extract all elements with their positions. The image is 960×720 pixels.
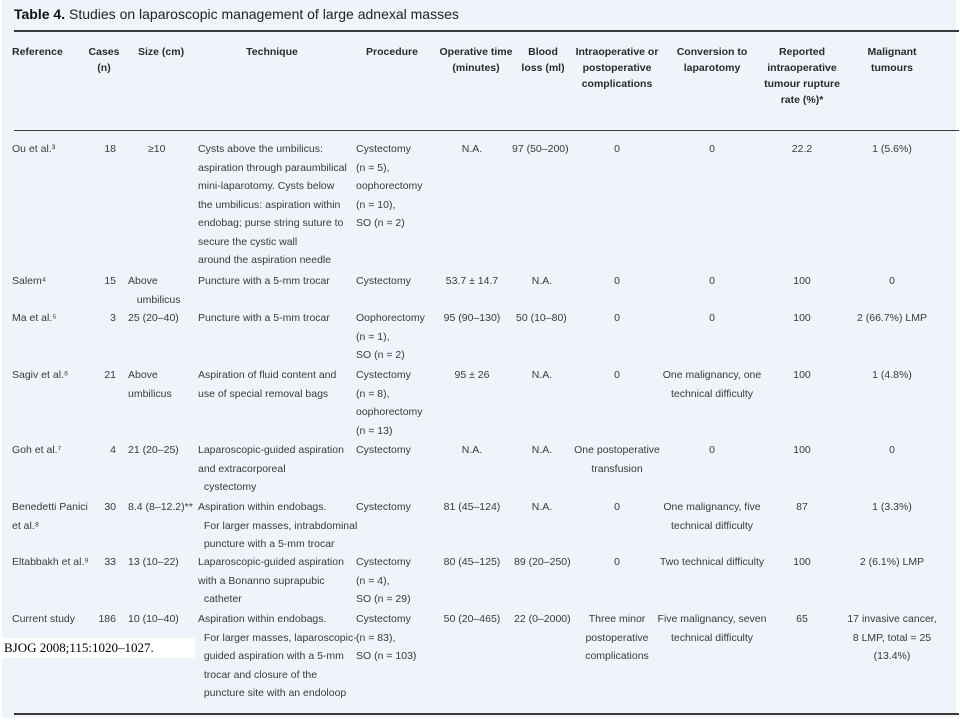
row-current-conversion: Five malignancy, seven technical difficulty bbox=[657, 613, 767, 644]
row-goh-blood-loss: N.A. bbox=[531, 444, 553, 456]
row-ou-size: ≥10 bbox=[148, 143, 166, 155]
row-goh-procedure: Cystectomy bbox=[356, 444, 411, 456]
row-current-reference: Current study bbox=[12, 613, 76, 625]
header-reference: Reference bbox=[12, 46, 63, 58]
row-ma-procedure: Oophorectomy (n = 1), SO (n = 2) bbox=[356, 312, 425, 361]
row-goh-size: 21 (20–25) bbox=[128, 444, 179, 456]
row-benedetti-size: 8.4 (8–12.2)** bbox=[128, 501, 193, 513]
table-figure bbox=[2, 0, 956, 718]
row-current-size: 10 (10–40) bbox=[128, 613, 179, 625]
row-ma-reference: Ma et al.⁵ bbox=[12, 312, 57, 324]
row-benedetti-reference: Benedetti Panici et al.⁸ bbox=[12, 501, 88, 532]
row-salem-operative-time: 53.7 ± 14.7 bbox=[445, 275, 499, 287]
row-sagiv-operative-time: 95 ± 26 bbox=[454, 369, 490, 381]
row-current-technique: Aspiration within endobags. For larger masses, laparoscopic- guided aspiration with a 5-mm trocar and closure of the puncture site with an endoloop bbox=[198, 613, 357, 699]
header-blood-loss: Blood loss (ml) bbox=[521, 46, 565, 74]
header-procedure: Procedure bbox=[366, 46, 418, 58]
row-current-complications: Three minor postoperative complications bbox=[585, 613, 649, 662]
row-ou-technique: Cysts above the umbilicus: aspiration through paraumbilical mini-laparotomy. Cysts below the umbilicus: aspiration within endobag; purse string suture to secure the cystic wall around the aspiration needle bbox=[198, 143, 347, 266]
row-ma-conversion: 0 bbox=[709, 312, 715, 324]
row-goh-complications: One postoperative transfusion bbox=[574, 444, 660, 475]
row-sagiv-conversion: One malignancy, one technical difficulty bbox=[662, 369, 762, 400]
row-sagiv-procedure: Cystectomy (n = 8), oophorectomy (n = 13) bbox=[356, 369, 423, 437]
row-benedetti-cases: 30 bbox=[104, 501, 116, 513]
row-salem-reference: Salem⁴ bbox=[12, 275, 47, 287]
row-ma-operative-time: 95 (90–130) bbox=[443, 312, 501, 324]
row-eltabbakh-conversion: Two technical difficulty bbox=[659, 556, 765, 568]
row-salem-malignant: 0 bbox=[889, 275, 895, 287]
row-salem-rupture-rate: 100 bbox=[793, 275, 811, 287]
row-goh-reference: Goh et al.⁷ bbox=[12, 444, 62, 456]
bottom-rule bbox=[14, 713, 959, 715]
row-salem-technique: Puncture with a 5-mm trocar bbox=[198, 275, 330, 287]
header-malignant: Malignant tumours bbox=[867, 46, 917, 74]
row-ma-complications: 0 bbox=[614, 312, 620, 324]
row-salem-complications: 0 bbox=[614, 275, 620, 287]
row-goh-technique: Laparoscopic-guided aspiration and extracorporeal cystectomy bbox=[198, 444, 344, 493]
row-ou-reference: Ou et al.³ bbox=[12, 143, 56, 155]
row-benedetti-rupture-rate: 87 bbox=[796, 501, 808, 513]
row-salem-blood-loss: N.A. bbox=[531, 275, 553, 287]
row-eltabbakh-size: 13 (10–22) bbox=[128, 556, 179, 568]
row-benedetti-complications: 0 bbox=[614, 501, 620, 513]
row-ou-rupture-rate: 22.2 bbox=[791, 143, 813, 155]
top-rule bbox=[14, 30, 959, 32]
row-ma-size: 25 (20–40) bbox=[128, 312, 179, 324]
row-eltabbakh-rupture-rate: 100 bbox=[793, 556, 811, 568]
row-current-malignant: 17 invasive cancer, 8 LMP, total = 25 (13.4%) bbox=[847, 613, 937, 662]
row-current-blood-loss: 22 (0–2000) bbox=[514, 613, 571, 625]
row-ma-malignant: 2 (66.7%) LMP bbox=[856, 312, 928, 324]
row-ou-complications: 0 bbox=[614, 143, 620, 155]
header-complications: Intraoperative or postoperative complications bbox=[575, 46, 659, 90]
row-sagiv-reference: Sagiv et al.⁶ bbox=[12, 369, 69, 381]
header-cases: Cases (n) bbox=[88, 46, 120, 74]
row-sagiv-rupture-rate: 100 bbox=[793, 369, 811, 381]
row-goh-conversion: 0 bbox=[709, 444, 715, 456]
row-ma-cases: 3 bbox=[110, 312, 116, 324]
row-eltabbakh-reference: Eltabbakh et al.⁹ bbox=[12, 556, 89, 568]
row-benedetti-operative-time: 81 (45–124) bbox=[443, 501, 501, 513]
row-current-operative-time: 50 (20–465) bbox=[443, 613, 501, 625]
row-eltabbakh-technique: Laparoscopic-guided aspiration with a Bonanno suprapubic catheter bbox=[198, 556, 344, 605]
row-goh-rupture-rate: 100 bbox=[793, 444, 811, 456]
row-sagiv-blood-loss: N.A. bbox=[531, 369, 553, 381]
row-eltabbakh-operative-time: 80 (45–125) bbox=[443, 556, 501, 568]
header-technique: Technique bbox=[246, 46, 298, 58]
row-eltabbakh-procedure: Cystectomy (n = 4), SO (n = 29) bbox=[356, 556, 411, 605]
row-benedetti-technique: Aspiration within endobags. For larger masses, intrabdominal puncture with a 5-mm trocar bbox=[198, 501, 358, 550]
header-rule bbox=[14, 130, 959, 131]
row-eltabbakh-blood-loss: 89 (20–250) bbox=[514, 556, 571, 568]
row-ou-blood-loss: 97 (50–200) bbox=[512, 143, 569, 155]
row-benedetti-malignant: 1 (3.3%) bbox=[872, 501, 912, 513]
row-ou-operative-time: N.A. bbox=[461, 143, 483, 155]
header-size: Size (cm) bbox=[138, 46, 185, 58]
row-salem-cases: 15 bbox=[104, 275, 116, 287]
row-salem-conversion: 0 bbox=[709, 275, 715, 287]
row-ou-cases: 18 bbox=[104, 143, 116, 155]
row-sagiv-size: Above umbilicus bbox=[128, 369, 172, 400]
row-current-rupture-rate: 65 bbox=[796, 613, 808, 625]
row-goh-cases: 4 bbox=[110, 444, 116, 456]
row-goh-operative-time: N.A. bbox=[461, 444, 483, 456]
row-sagiv-technique: Aspiration of fluid content and use of special removal bags bbox=[198, 369, 337, 400]
row-ma-blood-loss: 50 (10–80) bbox=[516, 312, 567, 324]
header-conversion: Conversion to laparotomy bbox=[676, 46, 748, 74]
row-salem-procedure: Cystectomy bbox=[356, 275, 411, 287]
row-ma-rupture-rate: 100 bbox=[793, 312, 811, 324]
row-eltabbakh-cases: 33 bbox=[104, 556, 116, 568]
table-title: Table 4. Studies on laparoscopic management of large adnexal masses bbox=[14, 6, 459, 22]
row-ou-conversion: 0 bbox=[709, 143, 715, 155]
source-caption: BJOG 2008;115:1020–1027. bbox=[0, 638, 195, 658]
row-eltabbakh-complications: 0 bbox=[614, 556, 620, 568]
row-benedetti-blood-loss: N.A. bbox=[531, 501, 553, 513]
row-salem-size: Above umbilicus bbox=[128, 275, 181, 306]
row-eltabbakh-malignant: 2 (6.1%) LMP bbox=[859, 556, 925, 568]
row-sagiv-malignant: 1 (4.8%) bbox=[872, 369, 912, 381]
row-current-cases: 186 bbox=[98, 613, 116, 625]
row-benedetti-conversion: One malignancy, five technical difficulty bbox=[663, 501, 761, 532]
row-current-procedure: Cystectomy (n = 83), SO (n = 103) bbox=[356, 613, 417, 662]
row-ma-technique: Puncture with a 5-mm trocar bbox=[198, 312, 330, 324]
row-ou-procedure: Cystectomy (n = 5), oophorectomy (n = 10), SO (n = 2) bbox=[356, 143, 423, 229]
row-ou-malignant: 1 (5.6%) bbox=[872, 143, 912, 155]
header-operative-time: Operative time (minutes) bbox=[439, 46, 513, 74]
header-rupture-rate: Reported intraoperative tumour rupture rate (%)* bbox=[764, 46, 840, 106]
row-sagiv-complications: 0 bbox=[614, 369, 620, 381]
row-sagiv-cases: 21 bbox=[104, 369, 116, 381]
row-goh-malignant: 0 bbox=[889, 444, 895, 456]
row-benedetti-procedure: Cystectomy bbox=[356, 501, 411, 513]
